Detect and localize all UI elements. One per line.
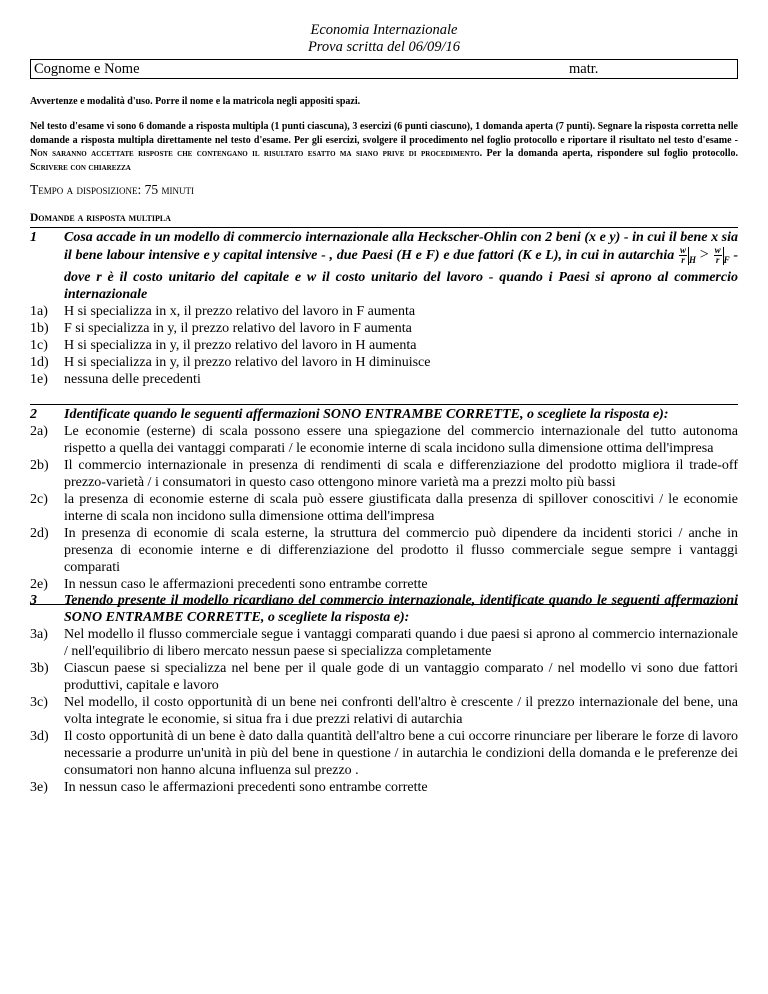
question-rule xyxy=(30,404,738,405)
name-box[interactable] xyxy=(30,59,738,79)
option-text: F si specializza in y, il prezzo relativo del lavoro in F aumenta xyxy=(64,321,412,336)
option-text: In nessun caso le affermazioni precedenti sono entrambe corrette xyxy=(64,577,428,592)
warnings: Avvertenze e modalità d'uso. Porre il nome e la matricola negli appositi spazi. xyxy=(30,96,361,107)
option-2a[interactable] xyxy=(30,423,738,457)
option-text: In nessun caso le affermazioni precedenti sono entrambe corrette xyxy=(64,780,428,795)
question-2 xyxy=(30,406,738,593)
option-label: 3e) xyxy=(30,780,48,795)
option-2e[interactable] xyxy=(30,576,738,593)
option-label: 2c) xyxy=(30,492,48,507)
greater-than-sign: > xyxy=(699,246,709,263)
option-label: 3a) xyxy=(30,627,48,642)
time-available: Tempo a disposizione: 75 minuti xyxy=(30,182,194,197)
option-label: 3b) xyxy=(30,661,49,676)
name-label: Cognome e Nome xyxy=(34,61,140,77)
question-number: 3 xyxy=(30,593,37,608)
instructions-part2: Non saranno accettate risposte che contengano il risultato esatto ma siano prive di procedimento xyxy=(30,148,480,159)
question-2-stem xyxy=(30,406,738,423)
option-3e[interactable] xyxy=(30,779,738,796)
option-text: H si specializza in x, il prezzo relativo del lavoro in F aumenta xyxy=(64,304,416,319)
option-3a[interactable] xyxy=(30,626,738,660)
option-label: 2a) xyxy=(30,424,48,439)
question-number: 1 xyxy=(30,230,37,245)
option-text: Il costo opportunità di un bene è dato dalla quantità dell'altro bene a cui occorre rinunciare per liberare le forze di lavoro necessarie a produrre un'unità in più del bene in questione / in autarchia le condizioni della domanda e le preferenze dei consumatori non hanno alcuna influenza sul prezzo . xyxy=(64,729,738,778)
option-2c[interactable] xyxy=(30,491,738,525)
subscript-f: F xyxy=(723,255,730,265)
option-label: 1d) xyxy=(30,355,49,370)
question-number: 2 xyxy=(30,407,37,422)
option-label: 3d) xyxy=(30,729,49,744)
matr-label: matr. xyxy=(569,61,599,77)
wage-rent-ratio-h xyxy=(678,245,697,266)
frac-numerator: w xyxy=(680,245,687,256)
option-text: H si specializza in y, il prezzo relativo del lavoro in H diminuisce xyxy=(64,355,431,370)
option-text: Il commercio internazionale in presenza di rendimenti di scala e differenziazione del prodotto migliora il trade-off prezzo-varietà / i consumatori in questo caso ottengono minore varietà ma a prezzi molto più bassi xyxy=(64,458,738,490)
frac-denominator: r xyxy=(715,255,720,266)
option-text: la presenza di economie esterne di scala può essere giustificata dalla presenza di spillover conoscitivi / le economie interne di scala non incidono sulla dimensione ottima dell'impresa xyxy=(64,492,738,524)
option-text: Nel modello il flusso commerciale segue i vantaggi comparati quando i due paesi si aprono al commercio internazionale / nell'equilibrio di libero mercato nessun paese si specializza completamente xyxy=(64,627,738,659)
option-1c[interactable] xyxy=(30,337,738,354)
section-rule xyxy=(30,227,738,228)
option-1a[interactable] xyxy=(30,303,738,320)
wage-rent-ratio-f xyxy=(713,245,730,266)
option-3c[interactable] xyxy=(30,694,738,728)
question-1-text-a: Cosa accade in un modello di commercio internazionale alla Heckscher-Ohlin con 2 beni (x e y) - in cui il bene x sia il bene labour intensive e y capital intensive - , due Paesi (H e F) e due fattori (K e L), in cui in autarchia xyxy=(64,230,738,263)
option-label: 3c) xyxy=(30,695,48,710)
option-label: 2d) xyxy=(30,526,49,541)
option-2b[interactable] xyxy=(30,457,738,491)
frac-denominator: r xyxy=(681,255,685,266)
exam-date: Prova scritta del 06/09/16 xyxy=(307,39,461,55)
page-header xyxy=(0,22,768,56)
section-title: Domande a risposta multipla xyxy=(30,212,171,224)
option-label: 1b) xyxy=(30,321,49,336)
option-text: nessuna delle precedenti xyxy=(64,372,201,387)
question-1-stem xyxy=(30,229,738,303)
option-label: 1c) xyxy=(30,338,48,353)
question-2-text: Identificate quando le seguenti affermazioni SONO ENTRAMBE CORRETTE, o scegliete la risposta e): xyxy=(64,407,669,422)
option-label: 1a) xyxy=(30,304,48,319)
option-text: H si specializza in y, il prezzo relativo del lavoro in H aumenta xyxy=(64,338,417,353)
instructions-part3: . Per la domanda aperta, rispondere sul foglio protocollo. xyxy=(479,148,738,159)
option-1b[interactable] xyxy=(30,320,738,337)
frac-numerator: w xyxy=(714,245,721,256)
instructions-part4: Scrivere con chiarezza xyxy=(30,161,131,173)
subscript-h: H xyxy=(689,255,697,265)
option-3d[interactable] xyxy=(30,728,738,779)
option-label: 2b) xyxy=(30,458,49,473)
question-3-stem xyxy=(30,592,738,626)
question-1 xyxy=(30,229,738,388)
question-3-text: Tenendo presente il modello ricardiano del commercio internazionale, identificate quando le seguenti affermazioni SONO ENTRAMBE CORRETTE, o scegliete la risposta e): xyxy=(64,593,738,625)
option-label: 1e) xyxy=(30,372,48,387)
option-3b[interactable] xyxy=(30,660,738,694)
instructions xyxy=(30,120,738,174)
option-2d[interactable] xyxy=(30,525,738,576)
course-title: Economia Internazionale xyxy=(310,22,458,38)
question-1-text-b: - dove r è il costo unitario del capitale e w il costo unitario del lavoro - quando i Paesi si aprono al commercio internazionale xyxy=(64,248,739,302)
option-text: Le economie (esterne) di scala possono essere una spiegazione del commercio internazionale del tutto autonoma rispetto a quella dei vantaggi comparati / le economie interne di scala incidono sulla dimensione ottima dell'impresa xyxy=(64,424,738,456)
option-1d[interactable] xyxy=(30,354,738,371)
option-text: In presenza di economie di scala esterne, la struttura del commercio può dipendere da incidenti storici / anche in presenza di economie interne e di differenziazione del prodotto il flusso commerciale segue sempre i vantaggi comparati xyxy=(64,526,738,575)
option-1e[interactable] xyxy=(30,371,738,388)
question-3 xyxy=(30,592,738,796)
option-text: Ciascun paese si specializza nel bene per il quale gode di un vantaggio comparato / nel modello vi sono due fattori produttivi, capitale e lavoro xyxy=(64,661,738,693)
option-label: 2e) xyxy=(30,577,48,592)
instructions-part1: Nel testo d'esame vi sono 6 domande a risposta multipla (1 punti ciascuna), 3 esercizi (6 punti ciascuno), 1 domanda aperta (7 punti). Segnare la risposta corretta nelle domande a risposta multipla direttamente nel testo d'esame. Per gli esercizi, svolgere il procedimento nel foglio protocollo e riportare il risultato nel testo d'esame - xyxy=(30,121,738,146)
option-text: Nel modello, il costo opportunità di un bene nei confronti dell'altro è crescente / il prezzo internazionale del bene, una volta integrate le economie, si situa fra i due prezzi relativi di autarchia xyxy=(64,695,738,727)
